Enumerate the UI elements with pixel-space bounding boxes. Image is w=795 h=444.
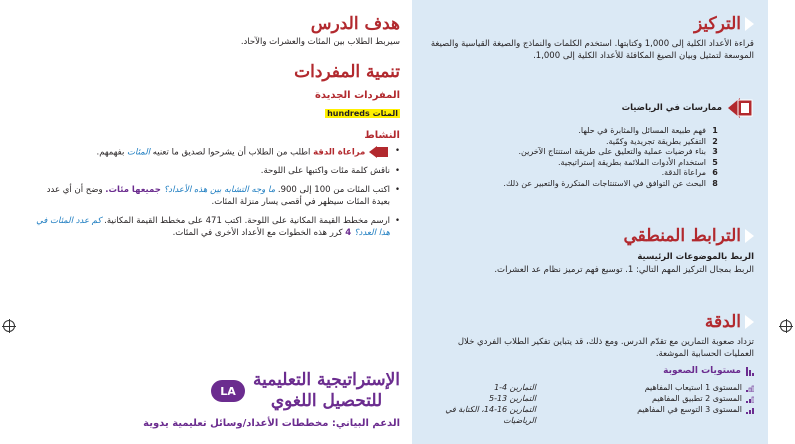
math-practice-number: 3 (712, 147, 718, 156)
math-practice-item (426, 137, 720, 148)
math-practice-number: 6 (712, 168, 718, 177)
difficulty-heading (426, 366, 754, 376)
activity-answer: 4 (345, 228, 355, 238)
math-practices-section (426, 96, 754, 189)
coherence-heading (426, 226, 754, 246)
level-exercises-item: التمارين 13-5 (488, 394, 536, 403)
rigor-section (426, 312, 754, 426)
math-practices-title: ممارسات في الرياضيات (621, 103, 722, 113)
precision-badge-icon (368, 145, 390, 159)
coherence-title: الترابط المنطقي (623, 226, 741, 246)
math-practice-item (426, 168, 720, 179)
activity-tail: كرر هذه الخطوات مع الأعداد الأخرى في المئات. (172, 228, 346, 238)
math-practice-number: 5 (712, 157, 718, 167)
strategy-title (253, 370, 400, 412)
activity-item (34, 165, 400, 178)
activity-text: اطلب من الطلاب أن يشرحوا لصديق ما تعنيه (150, 147, 311, 158)
focus-body: قراءة الأعداد الكلية إلى 1,000 وكتابتها. استخدم الكلمات والنماذج والصيغة القياسية والصيغة الموسعة لتمثيل وبيان الصيغ المكافئة للأعداد الكلية إلى 1,000. (430, 39, 754, 61)
rigor-title: الدقة (704, 312, 741, 332)
lesson-main-column (34, 14, 400, 429)
level-3-icon (746, 406, 754, 413)
coherence-body: الربط بمجال التركيز المهم التالي: 1. توسيع فهم ترميز نظام عد العشرات. (494, 265, 754, 275)
level-item (637, 382, 754, 393)
level-1-icon (746, 384, 754, 391)
coherence-subtitle: الربط بالموضوعات الرئيسية (637, 252, 754, 262)
strategy-heading (34, 370, 400, 412)
math-practice-text: بناء فرضيات عملية والتعليق على طريقة استنتاج الآخرين. (518, 147, 706, 156)
math-practice-number: 2 (712, 136, 718, 146)
strategy-title-line1: الإستراتيجية التعليمية (253, 370, 400, 390)
activity-title: النشاط (364, 130, 400, 141)
language-strategy-section (34, 370, 400, 429)
level-labels (637, 382, 754, 426)
focus-section (426, 14, 754, 62)
rigor-heading (426, 312, 754, 332)
level-exercises (426, 382, 536, 426)
vocabulary-word-highlight (325, 109, 400, 118)
level-label: المستوى 2 تطبيق المفاهيم (652, 394, 742, 403)
rigor-body: تزداد صعوبة التمارين مع تقدّم الدرس. ومع ذلك، قد يتباين تفكير الطلاب الفردي خلال العمليات الحسابية الموشعة. (457, 337, 754, 359)
activity-question: كم عدد المئات في هذا العدد؟ (36, 215, 390, 238)
activity-text: ارسم مخطط القيمة المكانية على اللوحة. اكتب 471 على مخطط القيمة المكانية. (101, 215, 390, 226)
math-practice-item (426, 126, 720, 137)
teacher-sidebar-panel (412, 0, 768, 444)
math-practice-item (426, 158, 720, 169)
difficulty-bars-icon (745, 367, 754, 376)
math-practice-number: 1 (712, 126, 718, 135)
activity-question: ما وجه التشابه بين هذه الأعداد؟ (163, 184, 276, 195)
activity-text: اكتب المئات من 100 إلى 900. (275, 184, 390, 195)
difficulty-title: مستويات الصعوبة (663, 366, 741, 376)
activity-text: ناقش كلمة مئات واكتبها على اللوحة. (260, 166, 390, 176)
math-practice-text: البحث عن التوافق في الاستنتاجات المتكررة والتعبير عن ذلك. (503, 178, 706, 188)
math-practice-text: فهم طبيعة المسائل والمثابرة في حلها. (578, 126, 706, 135)
triangle-marker-icon (745, 315, 754, 329)
level-item (637, 404, 754, 415)
level-label: المستوى 3 التوسع في المفاهيم (637, 405, 742, 414)
registration-mark-left (3, 320, 15, 332)
objective-title: هدف الدرس (310, 14, 400, 34)
math-practices-list (426, 126, 720, 189)
math-practice-item (426, 179, 720, 190)
activity-item (34, 184, 400, 209)
registration-mark-right (780, 320, 792, 332)
level-label: المستوى 1 استيعاب المفاهيم (644, 383, 742, 392)
level-exercises-item: التمارين 4-1 (494, 383, 536, 392)
difficulty-levels (426, 382, 754, 426)
strategy-subtitle: الدعم البياني: مخططات الأعداد/وسائل تعليمية يدوية (143, 418, 400, 429)
focus-heading (426, 14, 754, 34)
activity-answer: جميعها مئات. (105, 184, 164, 195)
math-practice-text: مراعاة الدقة. (661, 168, 706, 177)
vocabulary-word-ar: المئات (372, 109, 398, 118)
activity-item (34, 145, 400, 159)
new-vocabulary-subtitle: المفردات الجديدة (315, 90, 400, 101)
math-practices-badge-icon (726, 96, 754, 120)
vocabulary-title: تنمية المفردات (294, 62, 400, 82)
level-exercises-item: التمارين 16-14، الكتابة في الرياضيات (445, 405, 536, 425)
focus-title: التركيز (693, 14, 741, 34)
math-practice-number: 8 (712, 178, 718, 188)
math-practice-item (426, 147, 720, 158)
vocabulary-section (34, 62, 400, 120)
activity-italic-term: المئات (127, 147, 151, 158)
activity-section (34, 130, 400, 240)
activity-tail: وضح أن أي عدد بعيدة المئات سيظهر في أقصى يسار منزلة المئات. (46, 184, 390, 207)
level-2-icon (746, 395, 754, 402)
math-practices-heading (426, 96, 754, 120)
activity-list (34, 145, 400, 240)
objective-body: سيربط الطلاب بين المئات والعشرات والآحاد. (240, 37, 400, 47)
math-practice-text: التفكير بطريقة تجريدية وكمّية. (605, 136, 706, 146)
level-item (637, 393, 754, 404)
objective-section (34, 14, 400, 48)
activity-item (34, 215, 400, 240)
triangle-marker-icon (745, 229, 754, 243)
la-badge: LA (211, 380, 245, 402)
activity-tail: بفهمهم. (96, 147, 128, 158)
strategy-title-line2: للتحصيل اللغوي (270, 391, 383, 411)
triangle-marker-icon (745, 17, 754, 31)
precision-label: مراعاة الدقة (313, 147, 366, 158)
vocabulary-word-en: hundreds (327, 109, 370, 118)
math-practice-text: استخدام الأدوات الملائمة بطريقة إستراتيجية. (557, 157, 706, 167)
coherence-section (426, 226, 754, 276)
